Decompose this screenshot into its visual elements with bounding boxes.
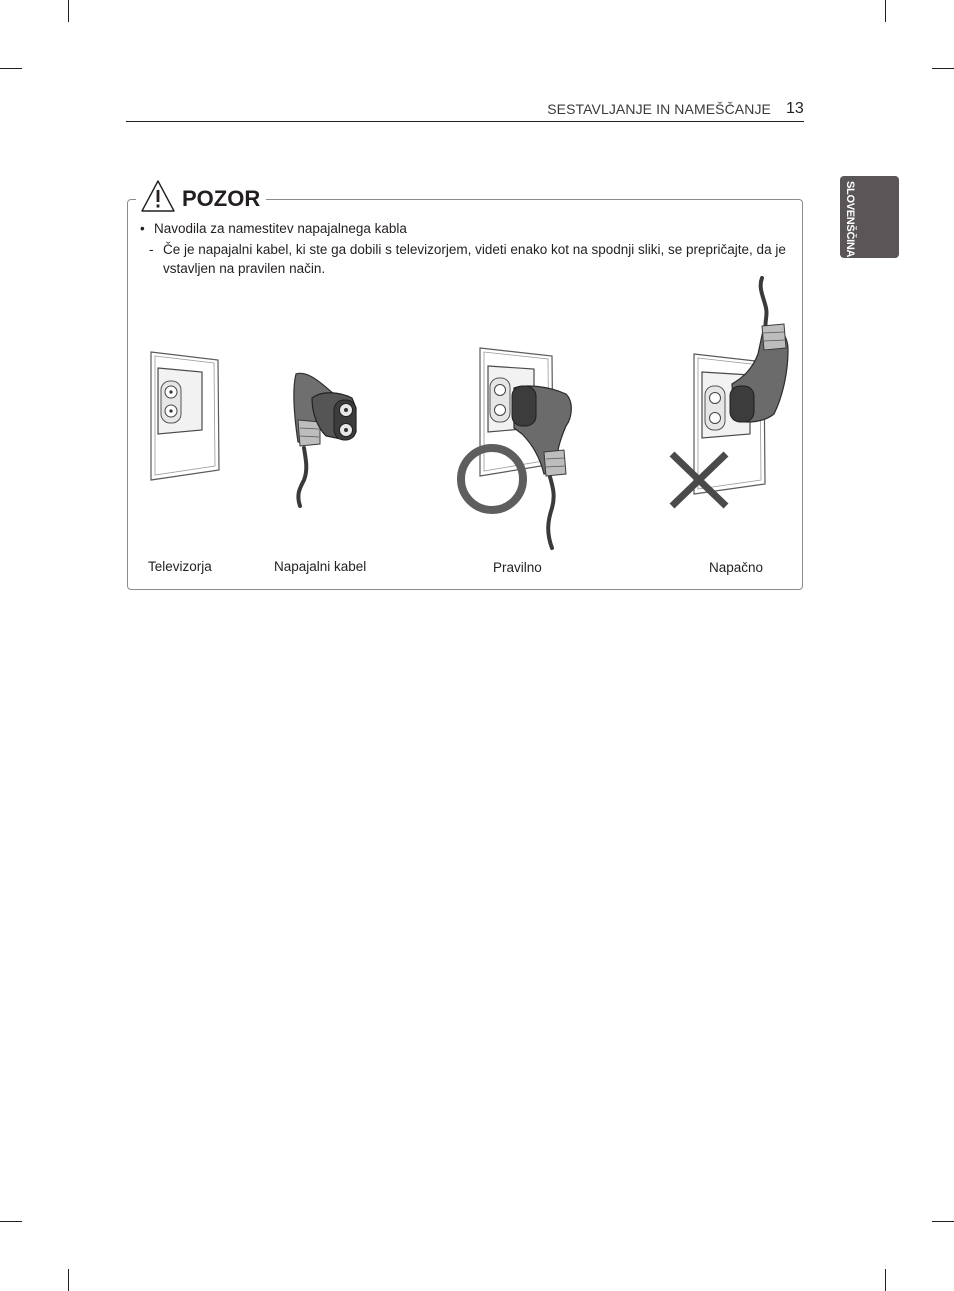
crop-mark bbox=[932, 68, 954, 69]
crop-mark bbox=[0, 1221, 22, 1222]
crop-mark bbox=[0, 68, 22, 69]
crop-mark bbox=[885, 1269, 886, 1291]
page-number: 13 bbox=[786, 100, 804, 117]
language-tab-label: SLOVENŠČINA bbox=[844, 181, 856, 258]
caption-wrong: Napačno bbox=[709, 560, 764, 575]
caution-heading bbox=[136, 173, 266, 213]
caution-title: POZOR bbox=[182, 186, 261, 211]
caption-correct: Pravilno bbox=[493, 560, 542, 575]
sub-item: - Če je napajalni kabel, ki ste ga dobili s televizorjem, videti enako kot na spodnji sliki, se prepričajte, da je vstavljen na pravilen način. bbox=[149, 240, 794, 278]
crop-mark bbox=[68, 0, 69, 22]
crop-mark bbox=[68, 1269, 69, 1291]
bullet-text: Navodila za namestitev napajalnega kabla bbox=[154, 221, 407, 236]
power-cable-icon bbox=[282, 360, 368, 510]
crop-mark bbox=[885, 0, 886, 22]
warning-triangle-icon bbox=[140, 179, 176, 213]
sub-item-text: Če je napajalni kabel, ki ste ga dobili s televizorjem, videti enako kot na spodnji sliki, se prepričajte, da je vstavljen na pravilen način. bbox=[163, 242, 786, 276]
header-divider bbox=[126, 121, 804, 122]
caption-tv: Televizorja bbox=[148, 559, 212, 574]
correct-circle-icon bbox=[452, 344, 580, 554]
language-tab bbox=[840, 176, 899, 258]
bullet-item: • Navodila za namestitev napajalnega kabla bbox=[140, 221, 407, 236]
tv-socket-icon bbox=[146, 346, 226, 484]
wrong-cross-icon bbox=[664, 274, 794, 512]
caption-cable: Napajalni kabel bbox=[274, 559, 367, 574]
crop-mark bbox=[932, 1221, 954, 1222]
section-title: SESTAVLJANJE IN NAMEŠČANJE bbox=[547, 101, 771, 117]
